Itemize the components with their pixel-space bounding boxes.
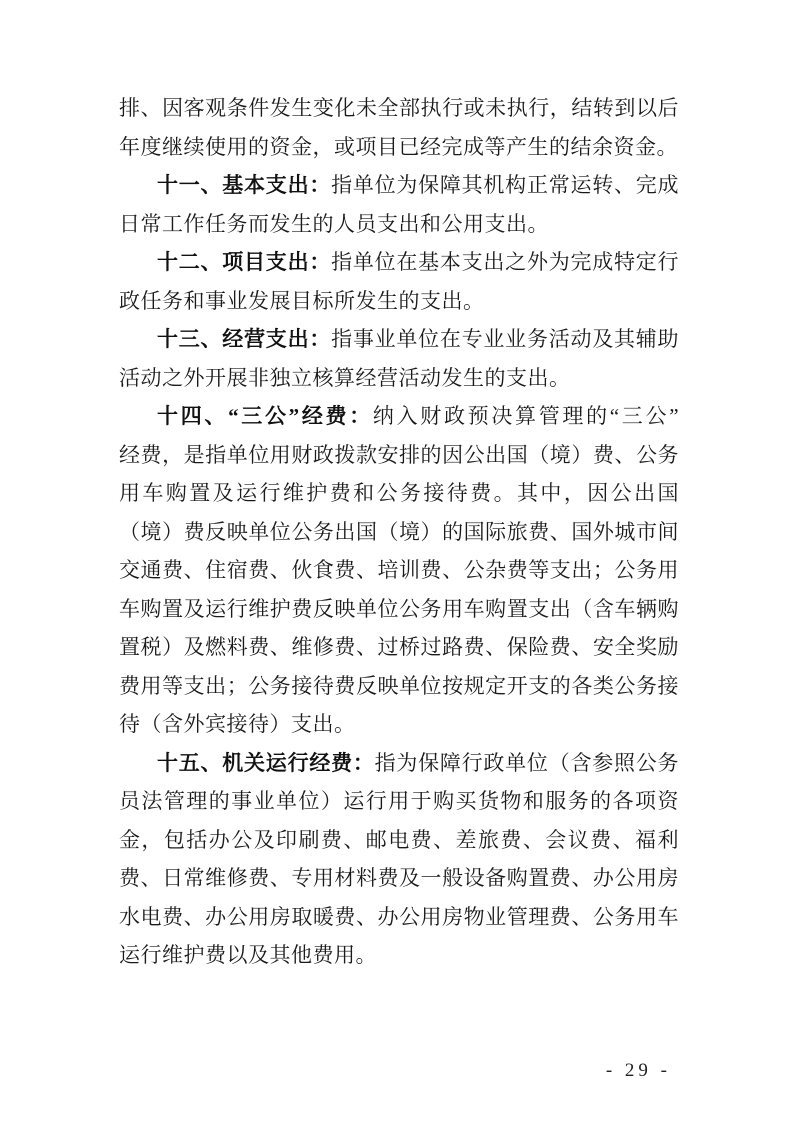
text-line [119,166,679,205]
body-text: 用车购置及运行维护费和公务接待费。其中，因公出国 [119,481,679,505]
term-heading: 十四、“三公”经费： [157,404,373,428]
text-line [119,898,679,937]
text-line [119,628,679,667]
text-line [119,590,679,629]
body-text: 置税）及燃料费、维修费、过桥过路费、保险费、安全奖励 [119,635,679,659]
body-text: 员法管理的事业单位）运行用于购买货物和服务的各项资 [119,789,679,813]
text-line [119,821,679,860]
body-text: 年度继续使用的资金，或项目已经完成等产生的结余资金。 [119,134,678,159]
text-line [119,359,679,398]
text-line [119,282,679,321]
term-heading: 十三、经营支出： [157,327,332,351]
text-line [119,89,679,128]
body-text: 纳入财政预决算管理的“三公” [372,404,679,428]
body-text: 经费，是指单位用财政拨款安排的因公出国（境）费、公务 [119,442,679,467]
body-text: 运行维护费以及其他费用。 [119,943,377,967]
text-line [119,128,679,167]
body-text: 政任务和事业发展目标所发生的支出。 [119,288,485,313]
text-line [119,397,679,436]
term-heading: 十二、项目支出： [157,250,332,274]
term-heading: 十五、机关运行经费： [157,750,375,775]
body-text: 活动之外开展非独立核算经营活动发生的支出。 [119,365,571,390]
text-line [119,859,679,898]
page-number: - 29 - [605,1060,671,1081]
body-text: （境）费反映单位公务出国（境）的国际旅费、国外城市间 [119,519,679,544]
document-body [119,89,679,975]
body-text: 指为保障行政单位（含参照公务 [374,750,679,775]
text-line [119,474,679,513]
text-line [119,705,679,744]
body-text: 待（含外宾接待）支出。 [119,712,356,736]
body-text: 指单位为保障其机构正常运转、完成 [331,173,679,197]
body-text: 日常工作任务而发生的人员支出和公用支出。 [119,211,549,236]
body-text: 指单位在基本支出之外为完成特定行 [331,250,679,274]
text-line [119,936,679,975]
text-line [119,513,679,552]
text-line [119,744,679,783]
body-text: 费用等支出；公务接待费反映单位按规定开支的各类公务接 [119,673,679,698]
body-text: 排、因客观条件发生变化未全部执行或未执行，结转到以后 [119,96,679,120]
text-line [119,782,679,821]
term-heading: 十一、基本支出： [157,173,332,197]
body-text: 交通费、住宿费、伙食费、培训费、公杂费等支出；公务用 [119,558,679,582]
body-text: 指事业单位在专业业务活动及其辅助 [331,327,679,351]
text-line [119,436,679,475]
text-line [119,205,679,244]
body-text: 金，包括办公及印刷费、邮电费、差旅费、会议费、福利 [119,827,679,852]
text-line [119,667,679,706]
body-text: 车购置及运行维护费反映单位公务用车购置支出（含车辆购 [119,596,679,621]
body-text: 费、日常维修费、专用材料费及一般设备购置费、办公用房 [119,866,679,890]
text-line [119,551,679,590]
body-text: 水电费、办公用房取暖费、办公用房物业管理费、公务用车 [119,904,679,929]
text-line [119,320,679,359]
text-line [119,243,679,282]
